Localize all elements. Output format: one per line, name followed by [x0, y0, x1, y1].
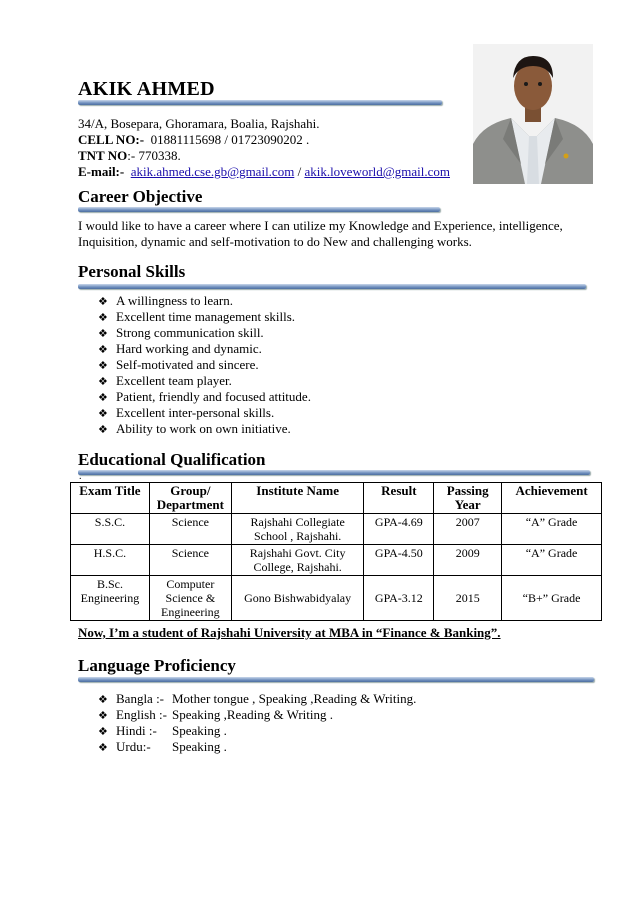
- skills-underline: [78, 284, 586, 289]
- email-link-1[interactable]: akik.ahmed.cse.gb@gmail.com: [130, 164, 295, 179]
- language-item: [98, 707, 416, 723]
- language-underline: [78, 677, 594, 682]
- column-header: Group/ Department: [149, 483, 231, 514]
- diamond-bullet-icon: ❖: [98, 296, 108, 308]
- candidate-name: AKIK AHMED: [78, 78, 215, 100]
- skill-text: A willingness to learn.: [116, 293, 233, 308]
- table-cell: “A” Grade: [502, 514, 602, 545]
- diamond-bullet-icon: ❖: [98, 392, 108, 404]
- table-header-row: [71, 483, 602, 514]
- education-table: [70, 482, 602, 621]
- table-cell: GPA-4.50: [364, 545, 434, 576]
- name-underline: [78, 100, 442, 105]
- language-name: Urdu:-: [116, 739, 151, 754]
- table-cell: Rajshahi Govt. City College, Rajshahi.: [231, 545, 364, 576]
- career-objective-text: I would like to have a career where I can utilize my Knowledge and Experience, intelligence, Inquisition, dynamic and self-motivation to do New and challenging works.: [78, 218, 563, 249]
- email-label: E-mail:-: [78, 164, 125, 179]
- skill-text: Excellent inter-personal skills.: [116, 405, 275, 420]
- language-level: Speaking ,Reading & Writing .: [172, 707, 333, 722]
- column-header: Achievement: [502, 483, 602, 514]
- diamond-bullet-icon: ❖: [98, 424, 108, 436]
- skills-list: [98, 293, 311, 437]
- table-cell: 2007: [434, 514, 502, 545]
- cell-value: 01881115698 / 01723090202 .: [150, 132, 310, 147]
- current-study-note: Now, I’m a student of Rajshahi University at MBA in “Finance & Banking”.: [78, 625, 501, 640]
- tnt-number-line: [78, 148, 181, 164]
- section-title-skills: Personal Skills: [78, 262, 186, 281]
- table-row: [71, 545, 602, 576]
- skill-text: Hard working and dynamic.: [116, 341, 262, 356]
- language-item: [98, 739, 416, 755]
- table-cell: Computer Science & Engineering: [149, 576, 231, 621]
- skill-text: Strong communication skill.: [116, 325, 264, 340]
- diamond-bullet-icon: ❖: [98, 742, 108, 754]
- table-cell: 2009: [434, 545, 502, 576]
- skill-item: [98, 293, 311, 309]
- table-cell: “B+” Grade: [502, 576, 602, 621]
- table-cell: “A” Grade: [502, 545, 602, 576]
- column-header: Passing Year: [434, 483, 502, 514]
- language-name: English :-: [116, 707, 167, 722]
- table-cell: 2015: [434, 576, 502, 621]
- education-underline: [78, 470, 590, 475]
- language-level: Speaking .: [172, 723, 227, 738]
- diamond-bullet-icon: ❖: [98, 408, 108, 420]
- skill-text: Ability to work on own initiative.: [116, 421, 291, 436]
- table-cell: Science: [149, 545, 231, 576]
- tnt-value: :- 770338.: [127, 148, 181, 163]
- skill-text: Excellent time management skills.: [116, 309, 296, 324]
- skill-item: [98, 389, 311, 405]
- diamond-bullet-icon: ❖: [98, 710, 108, 722]
- cell-label: CELL NO:-: [78, 132, 145, 147]
- skill-item: [98, 405, 311, 421]
- table-cell: B.Sc. Engineering: [71, 576, 150, 621]
- section-title-career: Career Objective: [78, 187, 203, 206]
- column-header: Exam Title: [71, 483, 150, 514]
- skill-text: Patient, friendly and focused attitude.: [116, 389, 311, 404]
- cell-number-line: [78, 132, 309, 148]
- language-list: [98, 691, 416, 755]
- diamond-bullet-icon: ❖: [98, 360, 108, 372]
- skill-text: Self-motivated and sincere.: [116, 357, 259, 372]
- profile-photo: [473, 44, 593, 184]
- email-link-2[interactable]: akik.loveworld@gmail.com: [304, 164, 450, 179]
- skill-item: [98, 357, 311, 373]
- career-underline: [78, 207, 440, 212]
- language-name: Hindi :-: [116, 723, 157, 738]
- diamond-bullet-icon: ❖: [98, 344, 108, 356]
- table-cell: Science: [149, 514, 231, 545]
- skill-item: [98, 325, 311, 341]
- section-title-education: Educational Qualification: [78, 450, 266, 469]
- table-cell: GPA-4.69: [364, 514, 434, 545]
- table-cell: S.S.C.: [71, 514, 150, 545]
- language-level: Speaking .: [172, 739, 227, 754]
- skill-item: [98, 309, 311, 325]
- language-level: Mother tongue , Speaking ,Reading & Writing.: [172, 691, 417, 706]
- skill-item: [98, 421, 311, 437]
- diamond-bullet-icon: ❖: [98, 376, 108, 388]
- diamond-bullet-icon: ❖: [98, 328, 108, 340]
- table-cell: Rajshahi Collegiate School , Rajshahi.: [231, 514, 364, 545]
- diamond-bullet-icon: ❖: [98, 312, 108, 324]
- skill-text: Excellent team player.: [116, 373, 232, 388]
- table-cell: GPA-3.12: [364, 576, 434, 621]
- diamond-bullet-icon: ❖: [98, 694, 108, 706]
- diamond-bullet-icon: ❖: [98, 726, 108, 738]
- skill-item: [98, 341, 311, 357]
- skill-item: [98, 373, 311, 389]
- language-item: [98, 691, 416, 707]
- language-item: [98, 723, 416, 739]
- stray-dot: .: [79, 471, 82, 482]
- tnt-label: TNT NO: [78, 148, 128, 163]
- section-title-language: Language Proficiency: [78, 656, 236, 675]
- address: 34/A, Bosepara, Ghoramara, Boalia, Rajshahi.: [78, 116, 320, 131]
- column-header: Institute Name: [231, 483, 364, 514]
- email-line: [78, 164, 450, 180]
- language-name: Bangla :-: [116, 691, 165, 706]
- table-row: [71, 514, 602, 545]
- column-header: Result: [364, 483, 434, 514]
- email-separator: /: [294, 164, 305, 179]
- table-cell: Gono Bishwabidyalay: [231, 576, 364, 621]
- table-row: [71, 576, 602, 621]
- table-cell: H.S.C.: [71, 545, 150, 576]
